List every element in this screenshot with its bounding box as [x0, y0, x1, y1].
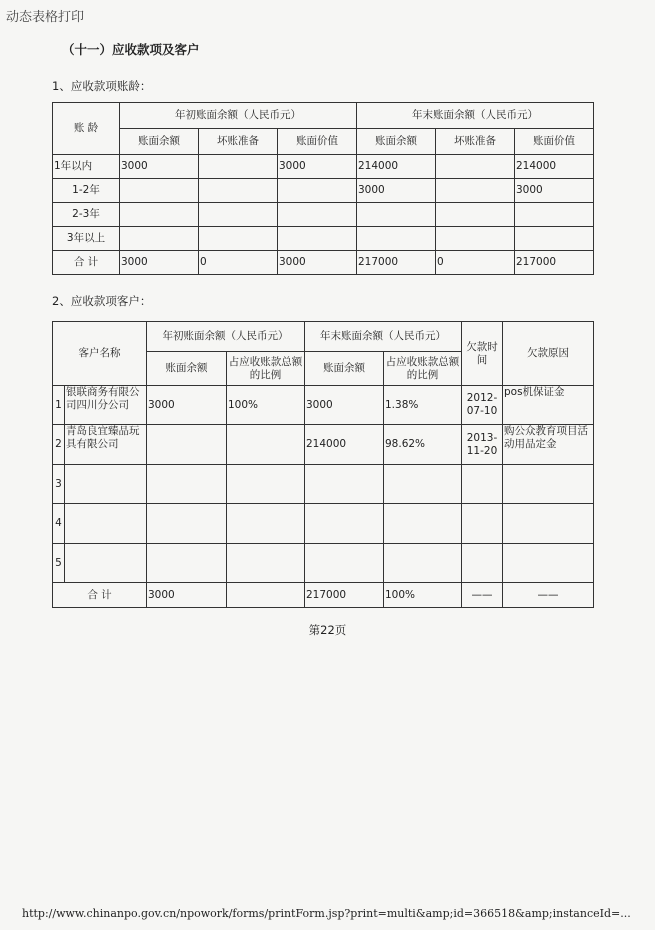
aging-row-label: 3年以上	[53, 227, 120, 251]
aging-group-closing: 年末账面余额（人民币元）	[357, 103, 594, 129]
row-number: 5	[53, 544, 65, 583]
aging-row-label: 1年以内	[53, 155, 120, 179]
customers-col-ratio: 占应收账款总额的比例	[227, 352, 305, 386]
print-header: 动态表格打印	[6, 10, 85, 25]
table-cell	[147, 504, 227, 544]
customers-subtitle: 2、应收款项客户：	[52, 294, 152, 308]
table-cell	[147, 465, 227, 504]
aging-col-bad-debt: 坏账准备	[436, 129, 515, 155]
customers-total-label: 合 计	[53, 583, 147, 608]
aging-col-book-value: 账面价值	[278, 129, 357, 155]
table-cell	[357, 227, 436, 251]
customer-name: 青岛良宜臻品玩具有限公司	[65, 425, 147, 465]
table-row	[53, 179, 594, 203]
table-cell	[278, 179, 357, 203]
aging-row-label: 1-2年	[53, 179, 120, 203]
table-cell: 214000	[515, 155, 594, 179]
arrears-reason: pos机保证金	[503, 386, 594, 425]
page-number: 第22页	[308, 623, 347, 637]
arrears-time	[462, 544, 503, 583]
table-cell: 0	[199, 251, 278, 275]
customer-name: 银联商务有限公司四川分公司	[65, 386, 147, 425]
aging-group-opening: 年初账面余额（人民币元）	[120, 103, 357, 129]
total-reason: ——	[503, 583, 594, 608]
table-cell: 3000	[278, 251, 357, 275]
table-cell	[305, 465, 384, 504]
table-cell	[199, 179, 278, 203]
table-cell: 3000	[147, 583, 227, 608]
aging-table	[52, 102, 594, 275]
table-cell: 3000	[120, 155, 199, 179]
aging-subtitle: 1、应收款项账龄：	[52, 79, 152, 93]
table-cell	[436, 179, 515, 203]
table-cell: 217000	[357, 251, 436, 275]
table-cell: 3000	[515, 179, 594, 203]
table-row	[53, 386, 594, 425]
customer-name	[65, 544, 147, 583]
customers-group-closing: 年末账面余额（人民币元）	[305, 322, 462, 352]
customers-col-reason: 欠款原因	[503, 322, 594, 386]
table-cell: 100%	[227, 386, 305, 425]
aging-col-book-value: 账面价值	[515, 129, 594, 155]
row-number: 2	[53, 425, 65, 465]
row-number: 4	[53, 504, 65, 544]
table-cell	[305, 544, 384, 583]
aging-col-bad-debt: 坏账准备	[199, 129, 278, 155]
table-cell	[147, 544, 227, 583]
table-cell	[227, 544, 305, 583]
table-row	[53, 465, 594, 504]
table-cell	[199, 227, 278, 251]
table-cell: 3000	[305, 386, 384, 425]
customers-group-opening: 年初账面余额（人民币元）	[147, 322, 305, 352]
table-row	[53, 155, 594, 179]
table-cell: 98.62%	[384, 425, 462, 465]
table-cell	[436, 203, 515, 227]
customers-col-name: 客户名称	[53, 322, 147, 386]
table-cell	[436, 155, 515, 179]
table-cell	[384, 465, 462, 504]
customers-col-ratio: 占应收账款总额的比例	[384, 352, 462, 386]
table-cell	[278, 227, 357, 251]
table-cell	[120, 179, 199, 203]
table-cell: 217000	[305, 583, 384, 608]
table-cell	[515, 203, 594, 227]
customer-name	[65, 465, 147, 504]
customers-table	[52, 321, 594, 608]
table-cell	[227, 425, 305, 465]
table-cell: 3000	[357, 179, 436, 203]
table-cell	[515, 227, 594, 251]
total-row	[53, 251, 594, 275]
row-number: 3	[53, 465, 65, 504]
table-cell	[120, 203, 199, 227]
table-cell	[147, 425, 227, 465]
table-cell: 100%	[384, 583, 462, 608]
total-time: ——	[462, 583, 503, 608]
customer-name	[65, 504, 147, 544]
arrears-time: 2013-11-20	[462, 425, 503, 465]
table-row	[53, 203, 594, 227]
arrears-reason: 购公众教育项目活动用品定金	[503, 425, 594, 465]
aging-col-header: 账 龄	[53, 103, 120, 155]
table-cell: 217000	[515, 251, 594, 275]
table-cell	[384, 504, 462, 544]
table-row	[53, 504, 594, 544]
table-cell: 214000	[357, 155, 436, 179]
print-url: http://www.chinanpo.gov.cn/npowork/forms/printForm.jsp?print=multi&amp;id=366518&amp;instanceId=...	[22, 907, 631, 920]
arrears-time: 2012-07-10	[462, 386, 503, 425]
table-cell: 214000	[305, 425, 384, 465]
row-number: 1	[53, 386, 65, 425]
table-cell	[227, 504, 305, 544]
table-cell: 0	[436, 251, 515, 275]
arrears-time	[462, 465, 503, 504]
table-cell	[227, 465, 305, 504]
customers-col-time: 欠款时间	[462, 322, 503, 386]
table-row	[53, 425, 594, 465]
arrears-reason	[503, 504, 594, 544]
arrears-reason	[503, 465, 594, 504]
aging-col-book-balance: 账面余额	[357, 129, 436, 155]
table-cell: 3000	[147, 386, 227, 425]
table-cell: 3000	[120, 251, 199, 275]
aging-col-book-balance: 账面余额	[120, 129, 199, 155]
table-cell	[305, 504, 384, 544]
customers-col-book-balance: 账面余额	[305, 352, 384, 386]
section-title: （十一）应收款项及客户	[62, 42, 200, 57]
table-row	[53, 227, 594, 251]
aging-total-label: 合 计	[53, 251, 120, 275]
table-cell: 3000	[278, 155, 357, 179]
table-cell	[227, 583, 305, 608]
table-cell	[199, 203, 278, 227]
aging-row-label: 2-3年	[53, 203, 120, 227]
table-row	[53, 544, 594, 583]
customers-col-book-balance: 账面余额	[147, 352, 227, 386]
table-cell	[357, 203, 436, 227]
table-cell: 1.38%	[384, 386, 462, 425]
table-cell	[278, 203, 357, 227]
table-cell	[384, 544, 462, 583]
total-row	[53, 583, 594, 608]
table-cell	[199, 155, 278, 179]
arrears-reason	[503, 544, 594, 583]
arrears-time	[462, 504, 503, 544]
table-cell	[120, 227, 199, 251]
table-cell	[436, 227, 515, 251]
